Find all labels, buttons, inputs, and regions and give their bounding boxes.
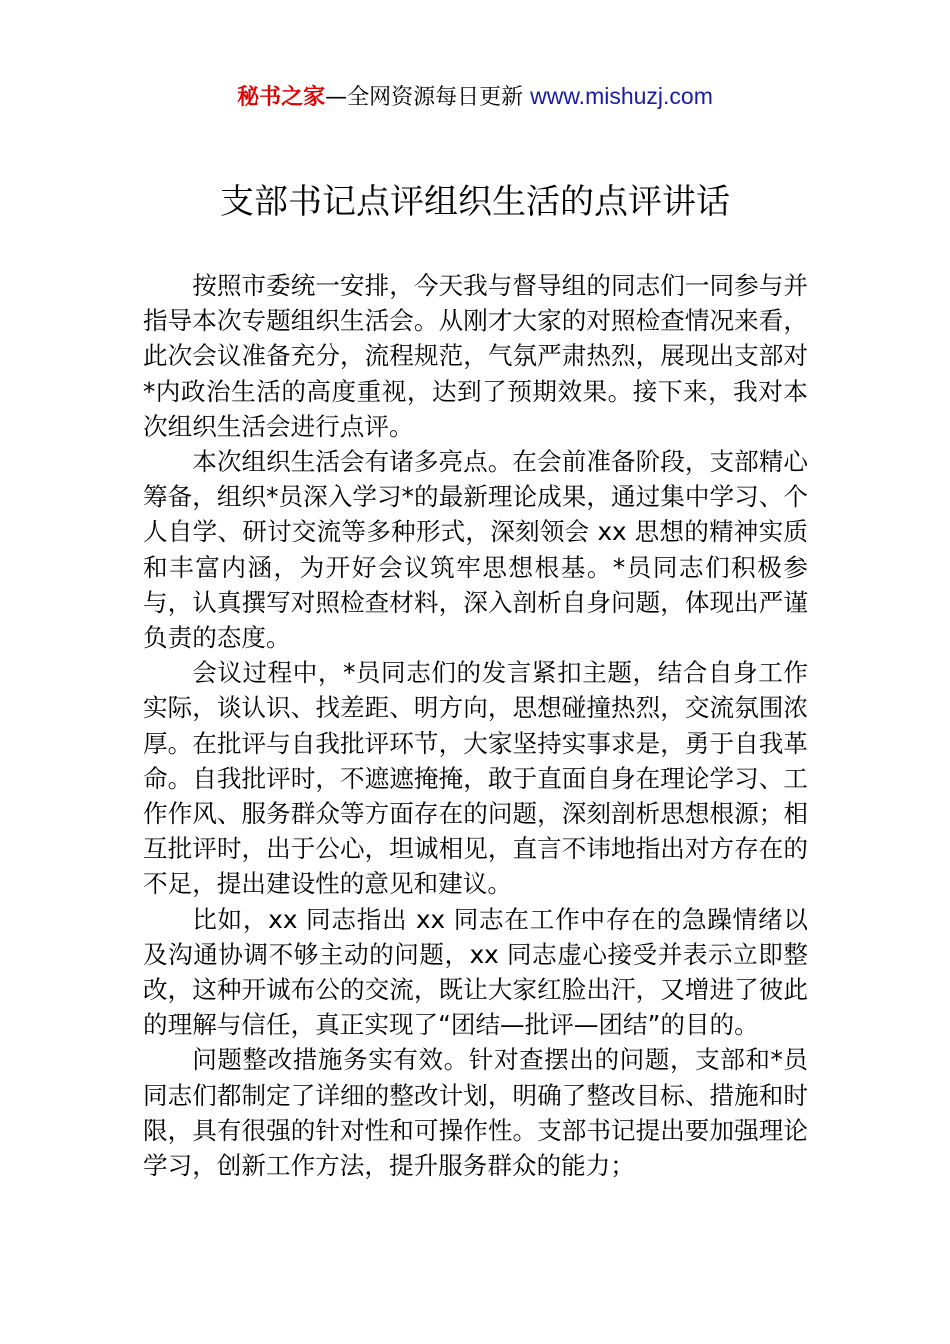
- paragraph-4: 比如，xx 同志指出 xx 同志在工作中存在的急躁情绪以及沟通协调不够主动的问题，xx 同志虚心接受并表示立即整改，这种开诚布公的交流，既让大家红脸出汗，又增进了彼此的理解与信任，真正实现了“团结—批评—团结”的目的。: [143, 904, 808, 1040]
- document-body: [143, 268, 808, 1183]
- site-header: [0, 80, 950, 114]
- site-brand: 秘书之家: [237, 85, 326, 110]
- document-title: 支部书记点评组织生活的点评讲话: [220, 182, 730, 222]
- paragraph-5: 问题整改措施务实有效。针对查摆出的问题，支部和*员同志们都制定了详细的整改计划，明确了整改目标、措施和时限，具有很强的针对性和可操作性。支部书记提出要加强理论学习，创新工作方法，提升服务群众的能力；: [143, 1045, 808, 1181]
- paragraph-1: 按照市委统一安排，今天我与督导组的同志们一同参与并指导本次专题组织生活会。从刚才大家的对照检查情况来看，此次会议准备充分，流程规范，气氛严肃热烈，展现出支部对*内政治生活的高度重视，达到了预期效果。接下来，我对本次组织生活会进行点评。: [143, 271, 808, 441]
- site-url-link[interactable]: www.mishuzj.com: [530, 83, 713, 109]
- site-tagline: —全网资源每日更新: [325, 85, 531, 110]
- paragraph-3: 会议过程中，*员同志们的发言紧扣主题，结合自身工作实际，谈认识、找差距、明方向，思想碰撞热烈，交流氛围浓厚。在批评与自我批评环节，大家坚持实事求是，勇于自我革命。自我批评时，不遮遮掩掩，敢于直面自身在理论学习、工作作风、服务群众等方面存在的问题，深刻剖析思想根源；相互批评时，出于公心，坦诚相见，直言不讳地指出对方存在的不足，提出建设性的意见和建议。: [143, 658, 808, 899]
- paragraph-2: 本次组织生活会有诸多亮点。在会前准备阶段，支部精心筹备，组织*员深入学习*的最新理论成果，通过集中学习、个人自学、研讨交流等多种形式，深刻领会 xx 思想的精神实质和丰富内涵，为开好会议筑牢思想根基。*员同志们积极参与，认真撰写对照检查材料，深入剖析自身问题，体现出严谨负责的态度。: [143, 447, 808, 653]
